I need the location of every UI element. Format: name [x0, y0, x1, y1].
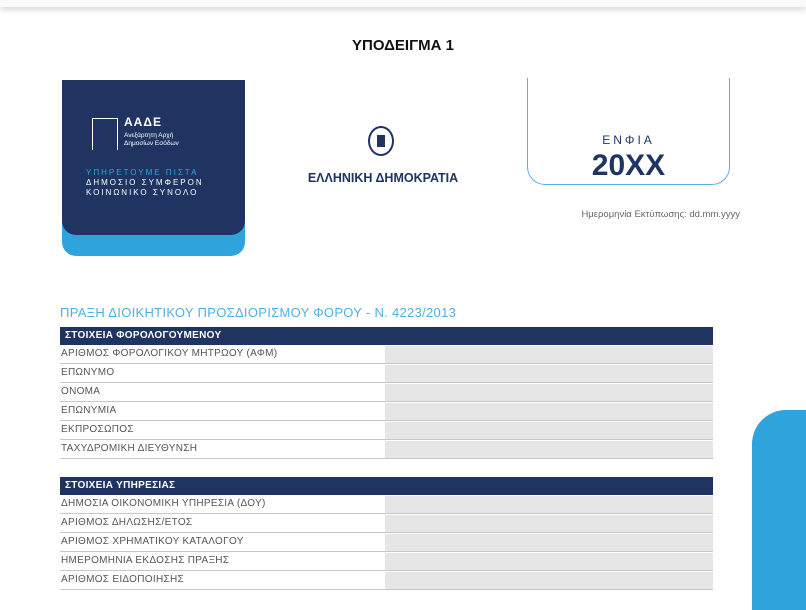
field-label: ΑΡΙΘΜΟΣ ΧΡΗΜΑΤΙΚΟΥ ΚΑΤΑΛΟΓΟΥ: [61, 536, 244, 547]
field-label: ΑΡΙΘΜΟΣ ΕΙΔΟΠΟΙΗΣΗΣ: [61, 574, 184, 585]
section-header: ΣΤΟΙΧΕΙΑ ΦΟΡΟΛΟΓΟΥΜΕΝΟΥ: [60, 327, 713, 345]
table-row: [60, 552, 713, 571]
enfia-box: [527, 78, 730, 185]
table-row: [60, 421, 713, 440]
field-label: ΔΗΜΟΣΙΑ ΟΙΚΟΝΟΜΙΚΗ ΥΠΗΡΕΣΙΑ (ΔΟΥ): [61, 498, 266, 509]
field-value: [385, 515, 713, 532]
table-row: [60, 402, 713, 421]
logo-slogan: [86, 168, 204, 198]
table-row: [60, 514, 713, 533]
field-value: [385, 534, 713, 551]
table-row: [60, 345, 713, 364]
slogan-2: ΔΗΜΟΣΙΟ ΣΥΜΦΕΡΟΝ: [86, 178, 204, 187]
field-value: [385, 365, 713, 382]
logo-subtitle: [124, 132, 179, 148]
field-value: [385, 422, 713, 439]
logo-name: ΑΑΔΕ: [124, 115, 162, 129]
section-header: ΣΤΟΙΧΕΙΑ ΥΠΗΡΕΣΙΑΣ: [60, 477, 713, 495]
taxpayer-section: [60, 327, 713, 459]
slogan-3: ΚΟΙΝΩΝΙΚΟ ΣΥΝΟΛΟ: [86, 188, 199, 197]
field-label: ΑΡΙΘΜΟΣ ΔΗΛΩΣΗΣ/ΕΤΟΣ: [61, 517, 193, 528]
table-row: [60, 533, 713, 552]
field-value: [385, 346, 713, 363]
table-row: [60, 383, 713, 402]
enfia-year: 20XX: [591, 149, 666, 182]
aade-mark-icon: [92, 118, 118, 150]
republic-label: ΕΛΛΗΝΙΚΗ ΔΗΜΟΚΡΑΤΙΑ: [307, 171, 459, 185]
table-row: [60, 440, 713, 459]
field-label: ΤΑΧΥΔΡΟΜΙΚΗ ΔΙΕΥΘΥΝΣΗ: [61, 443, 198, 454]
table-row: [60, 495, 713, 514]
field-value: [385, 553, 713, 570]
form-heading: ΠΡΑΞΗ ΔΙΟΙΚΗΤΙΚΟΥ ΠΡΟΣΔΙΟΡΙΣΜΟΥ ΦΟΡΟΥ - Ν. 4223/2013: [60, 305, 457, 320]
table-row: [60, 364, 713, 383]
field-value: [385, 572, 713, 589]
field-value: [385, 384, 713, 401]
field-label: ΕΠΩΝΥΜΙΑ: [61, 405, 117, 416]
enfia-label: ΕΝΦΙΑ: [602, 133, 655, 147]
print-date: Ημερομηνία Εκτύπωσης: dd.mm.yyyy: [581, 209, 740, 220]
logo-subtitle-2: Δημοσίων Εσόδων: [124, 140, 179, 147]
field-value: [385, 441, 713, 458]
field-label: ΕΚΠΡΟΣΩΠΟΣ: [61, 424, 134, 435]
viewer-toolbar: [0, 0, 806, 7]
service-section: [60, 477, 713, 590]
field-label: ΗΜΕΡΟΜΗΝΙΑ ΕΚΔΟΣΗΣ ΠΡΑΞΗΣ: [61, 555, 230, 566]
field-value: [385, 496, 713, 513]
field-label: ΕΠΩΝΥΜΟ: [61, 367, 115, 378]
field-value: [385, 403, 713, 420]
table-row: [60, 571, 713, 590]
decorative-blue-shape: [752, 410, 806, 610]
document-title: ΥΠΟΔΕΙΓΜΑ 1: [352, 37, 454, 54]
logo-subtitle-1: Ανεξάρτητη Αρχή: [124, 132, 174, 139]
greek-emblem-icon: [368, 126, 394, 156]
field-label: ΑΡΙΘΜΟΣ ΦΟΡΟΛΟΓΙΚΟΥ ΜΗΤΡΩΟΥ (ΑΦΜ): [61, 348, 278, 359]
aade-logo: [62, 80, 245, 256]
field-label: ΟΝΟΜΑ: [61, 386, 101, 397]
slogan-1: ΥΠΗΡΕΤΟΥΜΕ ΠΙΣΤΑ: [86, 168, 199, 177]
